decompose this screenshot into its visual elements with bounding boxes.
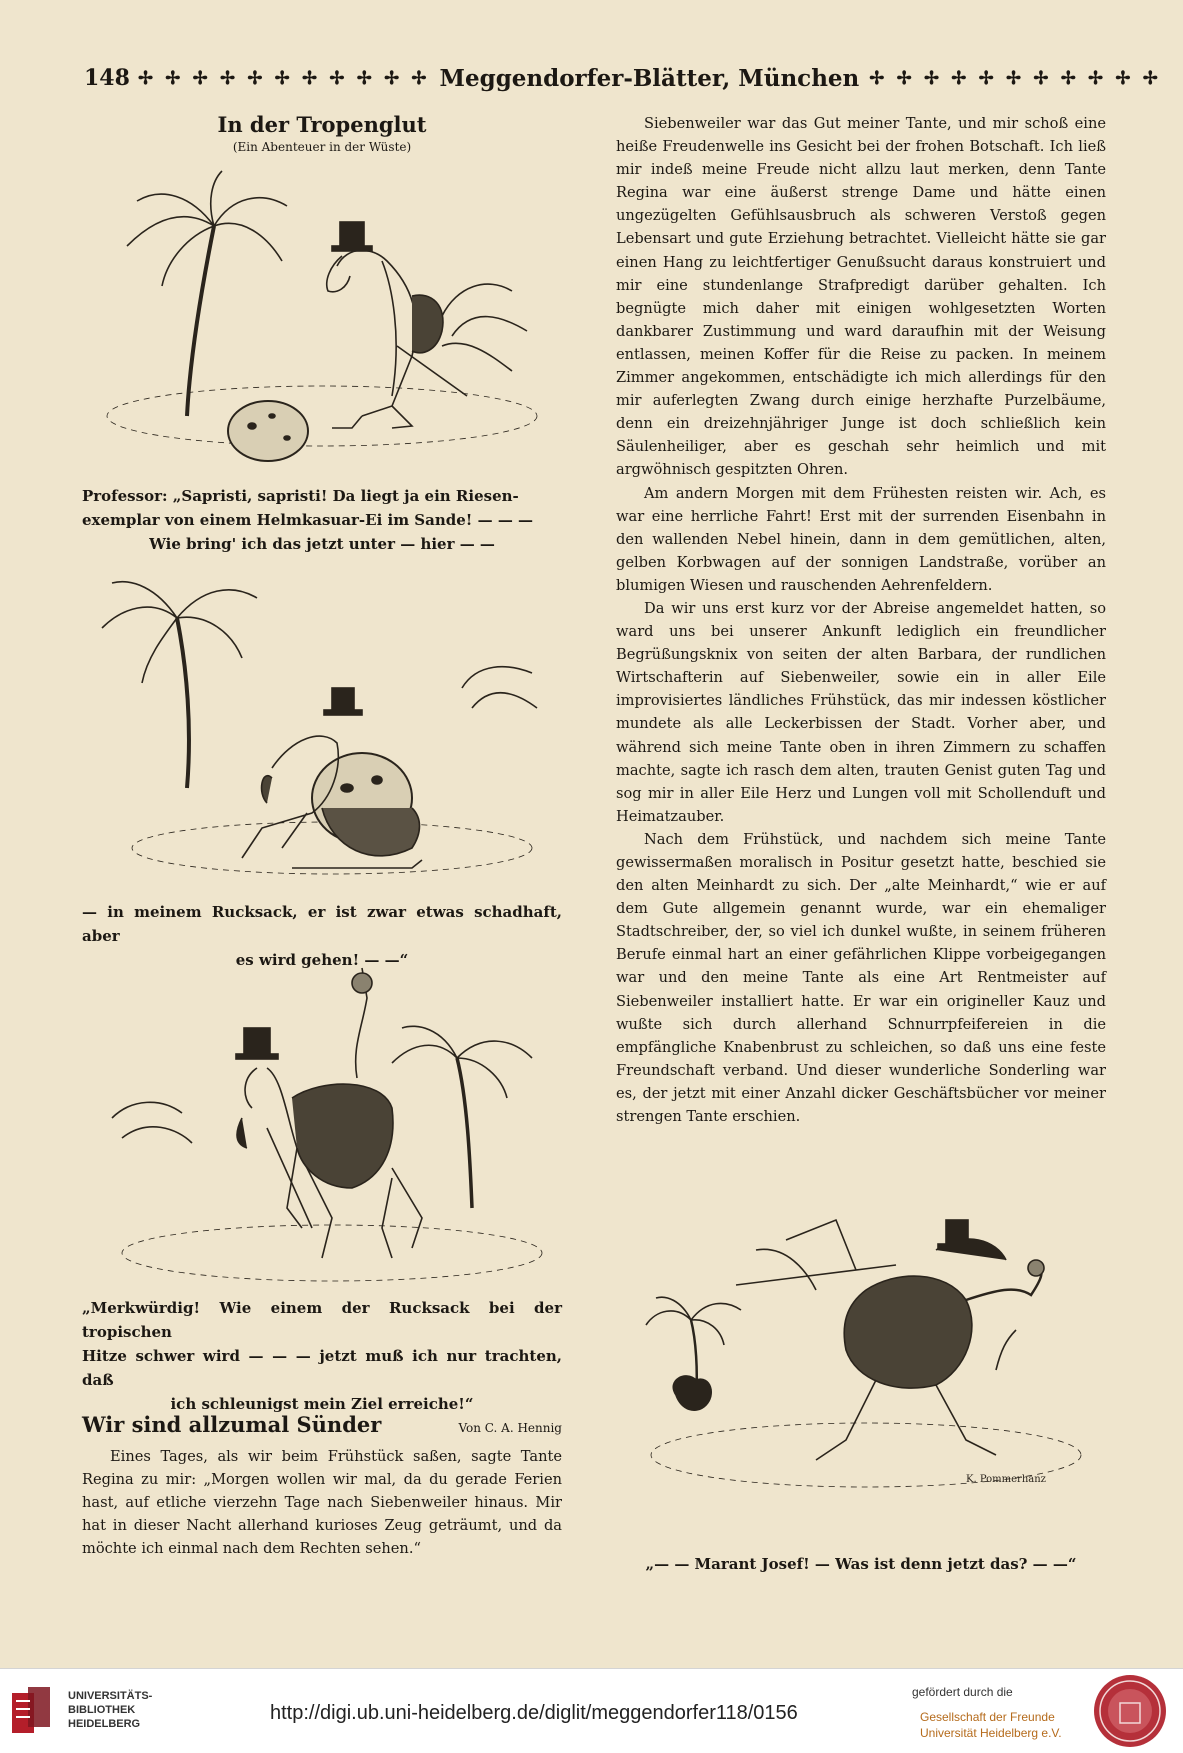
story-2-heading (82, 1412, 562, 1437)
digitization-footer (0, 1668, 1183, 1753)
story-2-start (82, 1412, 562, 1560)
caption-2 (82, 900, 562, 972)
caption-3-line-2: Hitze schwer wird — — — jetzt muß ich nur trachten, daß (82, 1347, 562, 1389)
caption-2-line-1: — in meinem Rucksack, er ist zwar etwas schadhaft, aber (82, 903, 562, 945)
paragraph: Da wir uns erst kurz vor der Abreise angemeldet hatten, so ward uns bei unserer Ankunft lediglich ein freundlicher Begrüßungsknix von seiten der alten Barbara, der rundlichen Wirtschafterin auf Siebenweiler, sowie ein in aller Eile improvisiertes ländliches Frühstück, das mir indessen köstlicher mundete als alle Leckerbissen der Stadt. Vorher aber, und während sich meine Tante oben in ihren Zimmern zu schaffen machte, sagte ich rasch dem alten, trauten Genist guten Tag und sog mir in aller Eile Herz und Lungen voll mit Schollenduft und Heimatzauber. (616, 599, 1106, 825)
caption-4: „— — Marant Josef! — Was ist denn jetzt das? — —“ (645, 1555, 1077, 1573)
page-header (84, 62, 1161, 94)
university-seal-icon (1092, 1673, 1168, 1749)
caption-1-line-3: Wie bring' ich das jetzt unter — hier — — (149, 535, 495, 553)
paragraph: Eines Tages, als wir beim Frühstück saßen, sagte Tante Regina zu mir: „Morgen wollen wir mal, da du gerade Ferien hast, auf etliche vierzehn Tage nach Siebenweiler hinaus. Mir hat in dieser Nacht allerhand kurioses Zeug geträumt, und da möchte ich einmal nach dem Rechten sehen.“ (82, 1448, 562, 1558)
paragraph: Nach dem Frühstück, und nachdem sich meine Tante gewissermaßen moralisch in Positur gesetzt hatte, beschied sie den alten Meinhardt zu sich. Der „alte Meinhardt,“ wie er auf dem Gute allgemein genannt wurde, war ein ehemaliger Stadtschreiber, der, so viel ich dunkel wußte, in seinem früheren Berufe einmal hart an einer gefährlichen Klippe vorbeigegangen war und den meine Tante als eine Art Rentmeister auf Siebenweiler installiert hatte. Er war ein origineller Kauz und wußte sich durch allerhand Schnurrpfeifereien in die empfängliche Knabenbrust zu schleichen, so daß uns eine feste Freundschaft verband. Und dieser wunderliche Sonderling war es, der jetzt mit einer Anzahl dicker Geschäftsbücher vor meiner strengen Tante erschien. (616, 830, 1106, 1126)
paragraph: Siebenweiler war das Gut meiner Tante, und mir schoß eine heiße Freudenwelle ins Gesicht bei der frohen Botschaft. Ich ließ mir indeß meine Freude nicht allzu laut merken, denn Tante Regina war eine äußerst strenge Dame und hätte einen ungezügelten Gefühlsausbruch als schweren Verstoß gegen Lebensart und gute Erziehung betrachtet. Vielleicht hätte sie gar einen Hang zu leichtfertiger Genußsucht daraus konstruiert und mir eine stundenlange Strafpredigt darüber gehalten. Ich begnügte mich daher mit einigen wohlgesetzten Worten dankbarer Zustimmung und ward daraufhin mit der Weisung entlassen, meinen Koffer für die Reise zu packen. In meinem Zimmer angekommen, entschädigte ich mich allerdings für den mir auferlegten Zwang durch einige herzhafte Purzelbäume, denn ein dreizehnjähriger Junge ist doch schließlich kein Säulenheiliger, aber es geschah sehr heimlich und mit argwöhnisch gespitzten Ohren. (616, 115, 1106, 479)
story-title: In der Tropenglut (217, 112, 427, 137)
story-2-left-text (82, 1445, 562, 1560)
caption-2-line-2: es wird gehen! — —“ (235, 951, 409, 969)
caption-1-line-1: Professor: „Sapristi, sapristi! Da liegt ja ein Riesen- (82, 487, 519, 505)
story-subtitle: (Ein Abenteuer in der Wüste) (232, 140, 412, 154)
source-url[interactable]: http://digi.ub.uni-heidelberg.de/diglit/meggendorfer118/0156 (270, 1702, 798, 1724)
society-name (920, 1709, 1062, 1741)
society-name-line-2: Universität Heidelberg e.V. (920, 1726, 1062, 1740)
illustration-egg-discovery (92, 166, 552, 486)
caption-1-line-2: exemplar von einem Helmkasuar-Ei im Sande! — — — (82, 511, 534, 529)
story-2-title: Wir sind allzumal Sünder (82, 1412, 382, 1437)
university-library-name (68, 1689, 152, 1731)
artist-signature: K. Pommerhanz (966, 1474, 1046, 1485)
header-ornament-right: ✢ ✢ ✢ ✢ ✢ ✢ ✢ ✢ ✢ ✢ ✢ (869, 67, 1161, 89)
caption-3-line-3: ich schleunigst mein Ziel erreiche!“ (170, 1395, 474, 1413)
illustration-packing-egg (92, 568, 552, 898)
paragraph: Am andern Morgen mit dem Frühesten reisten wir. Ach, es war eine herrliche Fahrt! Erst mit der surrenden Eisenbahn in den wallenden Nebel hinein, dann in dem gemütlichen, alten, gelben Korbwagen auf der sonnigen Landstraße, vorüber an blumigen Wiesen und rauschenden Aehrenfeldern. (616, 484, 1106, 594)
caption-1 (82, 484, 562, 556)
caption-3-line-1: „Merkwürdig! Wie einem der Rucksack bei der tropischen (82, 1299, 562, 1341)
caption-3 (82, 1296, 562, 1416)
funded-by-label: gefördert durch die (912, 1685, 1013, 1699)
library-name-line-2: BIBLIOTHEK (68, 1704, 136, 1716)
right-column (616, 112, 1106, 1582)
university-library-logo-icon (8, 1681, 58, 1741)
society-name-line-1: Gesellschaft der Freunde (920, 1710, 1055, 1724)
library-name-line-1: UNIVERSITÄTS- (68, 1690, 153, 1702)
illustration-walking-professor (92, 968, 552, 1308)
library-name-line-3: HEIDELBERG (68, 1718, 141, 1730)
illustration-ostrich-chase (636, 1210, 1096, 1500)
magazine-title: Meggendorfer-Blätter, München (439, 64, 860, 92)
story-2-right-text (616, 112, 1106, 1128)
left-column (82, 112, 562, 1572)
header-ornament-left: ✢ ✢ ✢ ✢ ✢ ✢ ✢ ✢ ✢ ✢ ✢ (137, 67, 430, 89)
page-number: 148 (84, 65, 130, 91)
story-2-author: Von C. A. Hennig (458, 1421, 562, 1435)
